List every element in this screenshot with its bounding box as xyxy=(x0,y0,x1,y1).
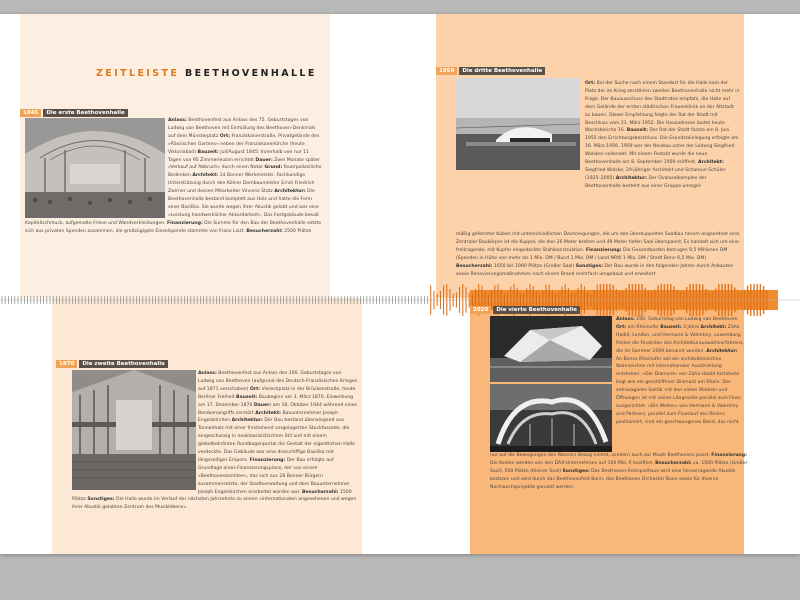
section-tag-1845 xyxy=(20,109,128,117)
text-1959-column xyxy=(585,80,740,232)
text-2020-wide xyxy=(490,452,750,500)
section-tag-1870 xyxy=(56,360,168,368)
title-accent: ZEITLEISTE xyxy=(96,68,180,79)
year-label: 1845 xyxy=(20,109,41,117)
timeline-svg xyxy=(0,284,800,316)
page-title xyxy=(96,68,317,79)
text-1959-wide xyxy=(456,231,741,285)
year-label: 1870 xyxy=(56,360,77,368)
year-label: 2020 xyxy=(470,306,491,314)
text-1870-continued: Plätze Sonstiges: Die Halle wurde im Verlauf der nächsten Jahrzehnte zu einem »internationalen angesehenen und wegen ihrer Akustik gelobten Zentrum des Musiklebens«. xyxy=(72,497,357,510)
photo-fourth-beethovenhalle-diamond xyxy=(490,316,612,382)
section-tag-1959 xyxy=(436,67,545,75)
text-1959-bottom: mäßig geformter Kuben mit unterschiedlichen Dachneigungen, die um den überkuppelten Saalbau herum angeordnet sind. Zentraler Baukörper ist die Kuppel, die den 26 Meter breiten und 49 Meter tiefen Saal überspannt. Es handelt sich um eine freitragende, mit Kupfer eingedeckte Stahlkonstruktion. Finanzierung: Die Gesamtkosten betrugen 9,5 Millionen DM (Spenden in Höhe von mehr als 1 Mio. DM / Bund 1 Mio. DM / Land NRW 1 Mio. DM / Stadt Bonn 6,5 Mio. DM) Besucherzahl: 1650 bis 1980 Plätze (Großer Saal) Sonstiges: Der Bau wurde in den folgenden Jahren durch Anbauten sowie Renovierungsmaßnahmen nach einem Brand mehrfach umgebaut und erweitert. xyxy=(456,232,741,277)
photo-third-beethovenhalle xyxy=(456,78,580,170)
text-1870-column xyxy=(198,370,358,498)
text-1845-wide xyxy=(25,220,323,282)
magazine-spread xyxy=(0,14,800,554)
text-1870: Anlass: Beethovenfest aus Anlass des 100. Geburtstages von Ludwig van Beethoven (aufgrund des Deutsch-Französischen Krieges auf 1871 verschoben) Ort: Viereckplatz in der Brückenstraße, heute Berliner Freiheit Bauzeit: Baubeginn am 3. März 1870, Einweihung am 17. Dezember 1870 Dauer: am 18. Oktober 1944 während eines Bombenangriffs zerstört Architekt: Bauunternehmer Joseph Engelskirchen Architektur: Der Bau bestand überwiegend aus Tannenholz mit einer freistehend vorgelagerten Stuckfassade, die eingeschossig in neoklassizistischem Stil und mit einem giebelbekrönten Rundbogenportal die Gestalt der eigentlichen Halle verdeckte. Das Gebäude war eine dreischiffige Basilika mit längsseitiger Empore. Finanzierung: Der Bau erfolgte auf Grundlage eines Finanzierungsplans, der von einem »Beethovenkomitee«, das sich aus 28 Bonner Bürgern zusammensetzte, der Stadtverwaltung und dem Bauunternehmer Joseph Engelskirchen erarbeitet worden war. Besucherzahl: 1500 xyxy=(198,371,358,495)
photo-second-beethovenhalle xyxy=(72,370,196,490)
section-tag-2020 xyxy=(470,306,580,314)
title-main: BEETHOVENHALLE xyxy=(185,68,317,79)
text-1959-top: Ort: Bei der Suche nach einem Standort für die Halle kam der Platz der im Krieg zerstörten zweiten Beethovenhalle nicht mehr in Frage. Der Bauausschuss des Stadtrates empfahl, die Halle auf dem Gelände der ersten städtischen Frauenklinik an der Altstadt zu bauen. Dieser Empfehlung folgte der Rat der Stadt mit Beschluss vom 21. März 1952. Die Hausadresse lautet heute Wachsbleiche 16. Bauzeit: Der Rat der Stadt fasste am 8. Juni 1955 den Errichtungsbeschluss. Die Grundsteinlegung erfolgte am 16. März 1956. 1959 war der Neubau unter der Leitung Siegfried Wolskes vollendet. Mit einem Festakt wurde die neue Beethovenhalle am 8. September 1959 eröffnet. Architekt: Siegfried Wolske, 29-jähriger Architekt und Scharoun-Schüler (1925–2005) Architektur: Der Ovalsaalkomplex der Beethovenhalle besteht aus einer Gruppe unregel- xyxy=(585,81,740,189)
text-2020-column xyxy=(616,316,744,452)
text-1845: Anlass: Beethovenfest aus Anlass des 75. Geburtstages von Ludwig van Beethoven mit Einhüllung des Beethoven-Denkmals auf dem Münsterplatz Ort: Franziskanerstraße, Privatgelände des »Rässischen Gartens« neben der Franziskanerkirche (heute Viktoriabad) Bauzeit: Juli/August 1845: Innerhalb von nur 11 Tagen von 95 Zimmerleuten errichtet Dauer: Zwei Monate später »Verkauf auf Abbruch« durch einen Notar Grund: feuerpolizeiliche Bedenken Architekt: 14 Bonner Werkmeister. Fachkundige Unterstützung durch den Kölner Dombaumeister Ernst Friedrich Zwirner und dessen Mitarbeiter Vincenz Statz Architektur: Die Beethovenhalle bestand komplett aus Holz und hatte die Form einer Basilika. Sie wurde wegen ihrer Akustik gelobt und war eine »Leistung handwerklicher Akkordarbeit«. Das Festgebäude besaß xyxy=(168,118,322,218)
timeline-ruler xyxy=(0,284,800,316)
section-label: Die erste Beethovenhalle xyxy=(43,109,127,117)
section-label: Die vierte Beethovenhalle xyxy=(493,306,580,314)
text-1845-continued: Kapitellschmuck, aufgemalte Friese und Wandverkleidungen. Finanzierung: Die Summe für den Bau der Beethovenhalle setzte sich aus privaten Spenden zusammen, die großzügigste Einzelspende stammte von Franz Liszt. Besucherzahl: 2500 Plätze xyxy=(25,221,322,234)
text-2020-top: Anlass: 250. Geburtstag von Ludwig van Beethoven Ort: am Rheinufer Bauzeit: 3 Jahre Architekt: Zaha Hadid, London, und Hermann & Valentiny, Luxemburg, freilen die Finalisten des Architekturauswahlverfahrens, die im Sommer 2009 benannt wurden. Architektur: An Bonns Rheinufer soll ein architektonisches Wahrzeichen mit internationaler Ausstrahlung entstehen: »Der Diamant« von Zaha Hadid Architects liegt wie ein geschliffener Diamant am Rhein. Der extravagante Solitär mit den vielen Winkeln und Öffnungen ist mit seiner Längsseite parallel zum Fluss ausgerichtet. »Die Wellen« von Hermann & Valentiny and Partners, parallel zum Flusslauf des Rheins positioniert, sind ein geschwungenes Band, das nicht xyxy=(616,317,744,425)
section-label: Die zweite Beethovenhalle xyxy=(79,360,168,368)
text-1870-wide xyxy=(72,496,362,552)
photo-first-beethovenhalle xyxy=(25,118,165,218)
section-label: Die dritte Beethovenhalle xyxy=(459,67,545,75)
text-1845-column xyxy=(168,117,323,221)
year-label: 1959 xyxy=(436,67,457,75)
text-2020-bottom: nur auf die Bewegungen des Wassers Bezug nimmt, sondern auch zur Musik Beethovens passt. Finanzierung: Die Kosten werden von den DAX-Unternehmen auf 100 Mio. € beziffert. Besucherzahl: ca. 1500 Plätze (Großer Saal), 500 Plätze (Kleiner Saal) Sonstiges: Das Beethoven-Festspielhaus wird eine hervorragende Akustik besitzen und wird durch das Beethovenfest Bonn, das Beethoven Orchester Bonn sowie für diverse Nachwuchsprojekte genutzt werden. xyxy=(490,453,748,490)
photo-fourth-beethovenhalle-waves xyxy=(490,384,612,452)
